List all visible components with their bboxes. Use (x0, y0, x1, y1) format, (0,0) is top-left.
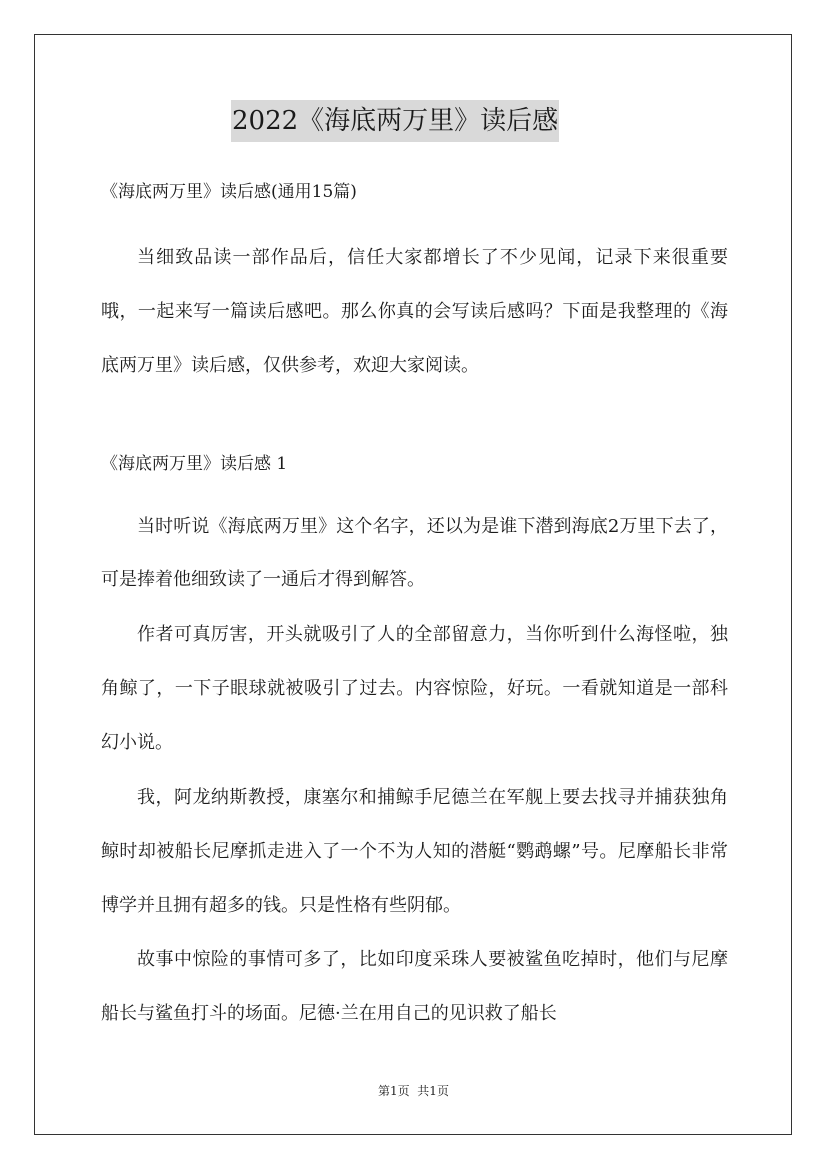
body-paragraph: 当时听说《海底两万里》这个名字，还以为是谁下潜到海底2万里下去了，可是捧着他细致读了一通后才得到解答。 (101, 516, 728, 590)
body-paragraph: 我，阿龙纳斯教授，康塞尔和捕鲸手尼德兰在军舰上要去找寻并捕获独角鲸时却被船长尼摩抓走进入了一个不为人知的潜艇“鹦鹉螺”号。尼摩船长非常博学并且拥有超多的钱。只是性格有些阴郁。 (101, 787, 728, 916)
intro-paragraph: 当细致品读一部作品后，信任大家都增长了不少见闻，记录下来很重要哦，一起来写一篇读后感吧。那么你真的会写读后感吗？下面是我整理的《海底两万里》读后感，仅供参考，欢迎大家阅读。 (101, 247, 728, 376)
page-footer: 第1页 共1页 (378, 1084, 449, 1098)
section-heading: 《海底两万里》读后感 1 (101, 454, 288, 474)
body-paragraph: 作者可真厉害，开头就吸引了人的全部留意力，当你听到什么海怪啦，独角鲸了，一下子眼球就被吸引了过去。内容惊险，好玩。一看就知道是一部科幻小说。 (101, 624, 728, 753)
document-subtitle: 《海底两万里》读后感(通用15篇) (101, 182, 357, 202)
body-paragraph: 故事中惊险的事情可多了，比如印度采珠人要被鲨鱼吃掉时，他们与尼摩船长与鲨鱼打斗的场面。尼德·兰在用自己的见识救了船长 (101, 949, 728, 1024)
document-title: 2022《海底两万里》读后感 (231, 100, 559, 142)
